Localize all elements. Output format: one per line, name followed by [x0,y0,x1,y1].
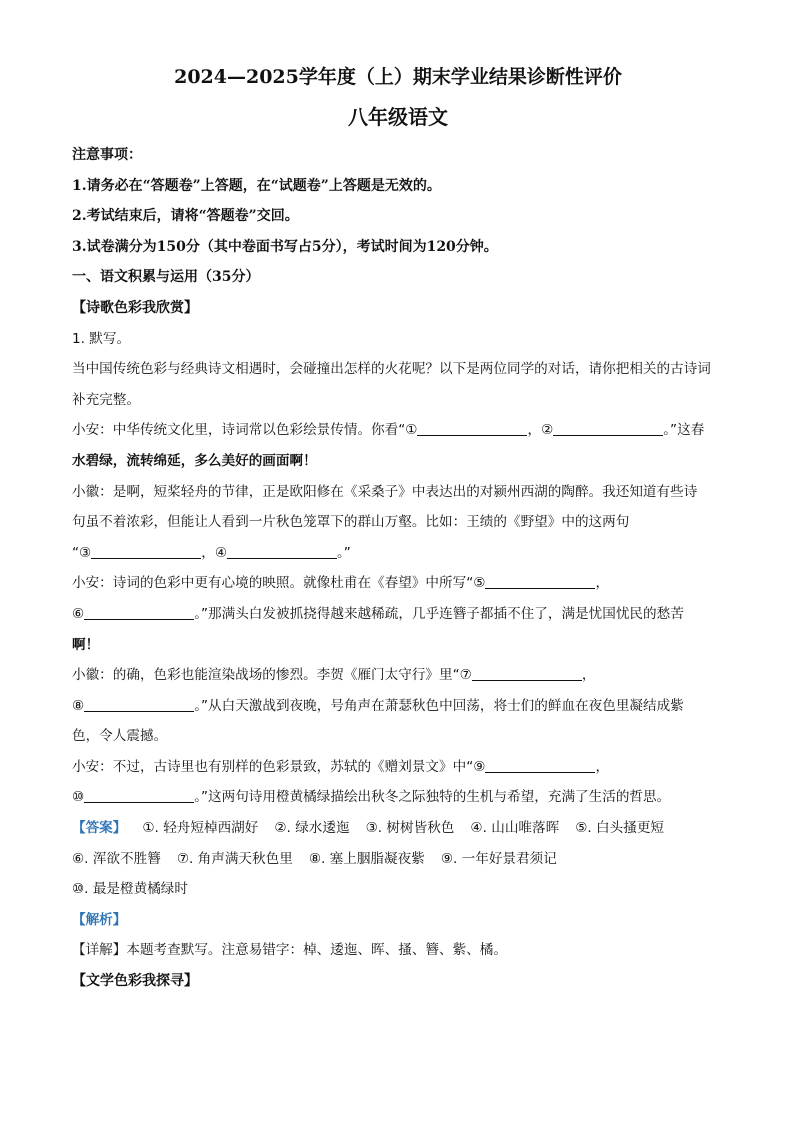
notes-heading: 注意事项： [72,147,142,163]
answer-item: ⑥. 浑欲不胜簪 [72,850,161,867]
answer-blank [84,605,194,620]
dialogue-line: 小安：诗词的色彩中更有心境的映照。就像杜甫在《春望》中所写“⑤ ， [72,575,610,592]
analysis-label: 【解析】 [72,911,127,928]
answer-line [72,874,724,905]
answer-blank [485,758,595,773]
answer-item: ⑩. 最是橙黄橘绿时 [72,881,188,898]
answer-blank [472,666,582,681]
subsection-heading: 【诗歌色彩我欣赏】 [72,299,198,316]
answer-item: ①. 轻舟短棹西湖好 [142,820,259,837]
dialogue-line: 色，令人震撼。 [72,728,168,745]
question-intro: 当中国传统色彩与经典诗文相遇时，会碰撞出怎样的火花呢？以下是两位同学的对话，请你把相关的古诗词补充完整。 [72,361,711,408]
dialogue-line: ⑩ 。”这两句诗用橙黄橘绿描绘出秋冬之际独特的生机与希望，充满了生活的哲思。 [72,789,671,806]
answer-blank [84,788,194,803]
exam-title: 2024—2025学年度（上）期末学业结果诊断性评价 [174,66,622,88]
dialogue-line: 句虽不着浓彩，但能让人看到一片秋色笼罩下的群山万壑。比如：王绩的《野望》中的这两句 [72,514,630,531]
answer-item: ②. 绿水逶迤 [274,820,350,837]
answer-blank [84,697,194,712]
exam-subtitle: 八年级语文 [348,105,448,129]
note-item: 2.考试结束后，请将“答题卷”交回。 [72,208,299,225]
answer-label: 【答案】 [72,820,127,837]
answer-blank [417,421,527,436]
dialogue-line: “③ ，④ 。” [72,544,351,561]
dialogue-line: 小徽：的确，色彩也能渲染战场的惨烈。李贺《雁门太守行》里“⑦ ， [72,667,596,684]
answer-blank [227,544,337,559]
notes-block [72,140,724,262]
answer-item: ⑦. 角声满天秋色里 [176,850,293,867]
answer-item: ⑧. 塞上胭脂凝夜紫 [308,850,425,867]
dialogue-line: 小安：不过，古诗里也有别样的色彩景致，苏轼的《赠刘景文》中“⑨ ， [72,758,610,775]
dialogue-line: 小徽：是啊，短桨轻舟的节律，正是欧阳修在《采桑子》中表达出的对颍州西湖的陶醉。我还知道有些诗 [72,483,698,500]
exam-page [72,62,724,997]
answer-blank [553,421,663,436]
answer-item: ③. 树树皆秋色 [365,820,455,837]
dialogue-line: ⑥ 。”那满头白发被抓挠得越来越稀疏，几乎连簪子都插不住了，满是忧国忧民的愁苦 [72,605,684,622]
note-item: 3.试卷满分为150分（其中卷面书写占5分），考试时间为120分钟。 [72,238,498,255]
dialogue-line: ⑧ 。”从白天激战到夜晚，号角声在萧瑟秋色中回荡，将士们的鲜血在夜色里凝结成紫 [72,697,684,714]
note-item: 1.请务必在“答题卷”上答题，在“试题卷”上答题是无效的。 [72,177,441,194]
dialogue-line: 啊！ [72,636,100,653]
answer-item: ④. 山山唯落晖 [470,820,560,837]
answer-item: ⑤. 白头搔更短 [575,820,665,837]
answer-line [72,844,724,875]
dialogue-line: 水碧绿，流转绵延，多么美好的画面啊！ [72,452,317,469]
section-heading: 一、语文积累与运用（35分） [72,269,260,286]
question-number: 1. 默写。 [72,330,131,347]
answer-blank [485,574,595,589]
answer-item: ⑨. 一年好景君须记 [440,850,557,867]
subsection-heading: 【文学色彩我探寻】 [72,973,198,990]
answer-line [72,813,724,844]
dialogue-line: 小安：中华传统文化里，诗词常以色彩绘景传情。你看“① ，② 。”这春 [72,422,705,439]
answer-blank [91,544,201,559]
analysis-detail: 【详解】本题考查默写。注意易错字：棹、逶迤、晖、搔、簪、紫、橘。 [72,942,507,959]
